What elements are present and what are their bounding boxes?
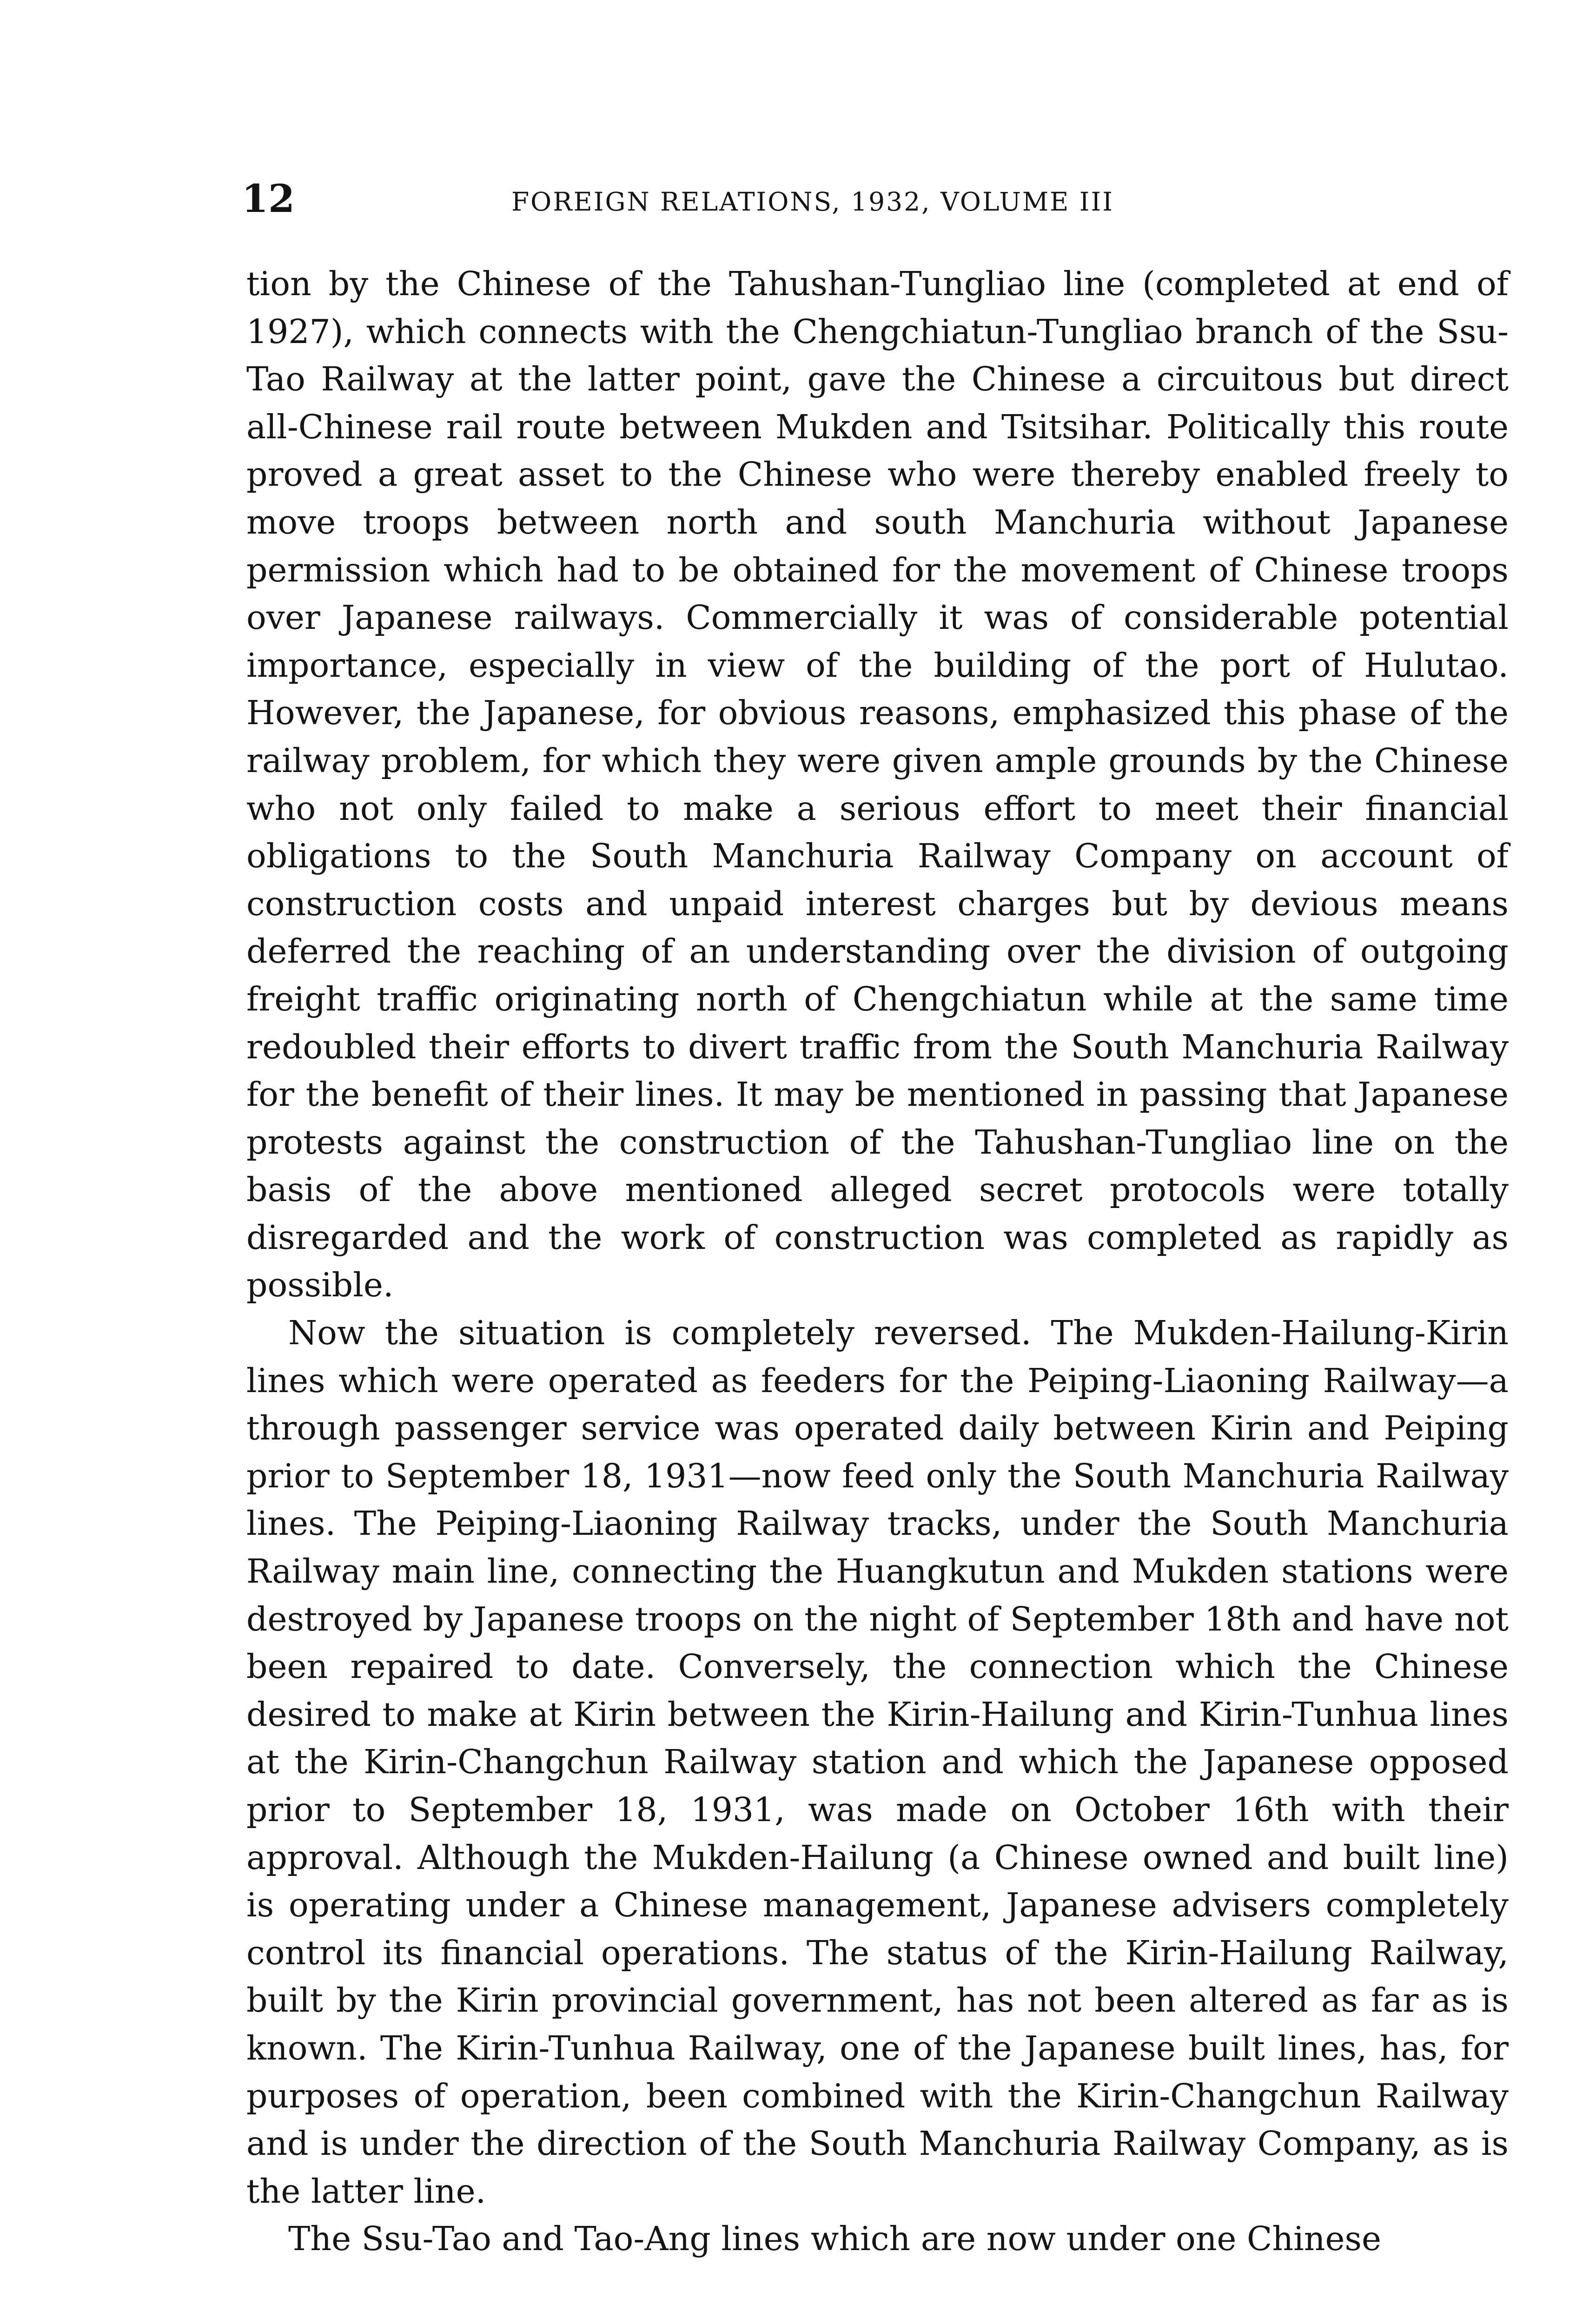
running-head: [242, 176, 1516, 236]
body-text: [246, 260, 1509, 2263]
paragraph-partial: The Ssu-Tao and Tao-Ang lines which are now under one Chinese: [288, 2219, 1381, 2258]
paragraph-continued: tion by the Chinese of the Tahushan-Tungliao line (completed at end of 1927), which connects with the Chengchiatun-Tungliao branch of the Ssu-Tao Railway at the latter point, gave the Chinese a circuitous but direct all-Chinese rail route between Mukden and Tsitsihar. Politically this route proved a great asset to the Chinese who were thereby enabled freely to move troops between north and south Manchuria without Japanese permission which had to be obtained for the movement of Chinese troops over Japanese railways. Commercially it was of considerable potential importance, especially in view of the building of the port of Hulutao. However, the Japanese, for obvious reasons, emphasized this phase of the railway problem, for which they were given ample grounds by the Chinese who not only failed to make a serious effort to meet their financial obligations to the South Manchuria Railway Company on account of construction costs and unpaid interest charges but by devious means deferred the reaching of an understanding over the division of outgoing freight traffic originating north of Chengchiatun while at the same time redoubled their efforts to divert traffic from the South Manchuria Railway for the benefit of their lines. It may be mentioned in passing that Japanese protests against the construction of the Tahushan-Tungliao line on the basis of the above mentioned alleged secret protocols were totally disregarded and the work of construction was completed as rapidly as possible.: [246, 264, 1509, 1305]
running-title: FOREIGN RELATIONS, 1932, VOLUME III: [511, 187, 1114, 217]
page-number: 12: [242, 177, 295, 221]
paragraph: Now the situation is completely reversed. The Mukden-Hailung-Kirin lines which were operated as feeders for the Peiping-Liaoning Railway—a through passenger service was operated daily between Kirin and Peiping prior to September 18, 1931—now feed only the South Manchuria Railway lines. The Peiping-Liaoning Railway tracks, under the South Manchuria Railway main line, connecting the Huangkutun and Mukden stations were destroyed by Japanese troops on the night of September 18th and have not been repaired to date. Conversely, the connection which the Chinese desired to make at Kirin between the Kirin-Hailung and Kirin-Tunhua lines at the Kirin-Changchun Railway station and which the Japanese opposed prior to September 18, 1931, was made on October 16th with their approval. Although the Mukden-Hailung (a Chinese owned and built line) is operating under a Chinese management, Japanese advisers completely control its financial operations. The status of the Kirin-Hailung Railway, built by the Kirin provincial government, has not been altered as far as is known. The Kirin-Tunhua Railway, one of the Japanese built lines, has, for purposes of operation, been combined with the Kirin-Changchun Railway and is under the direction of the South Manchuria Railway Company, as is the latter line.: [246, 1314, 1509, 2211]
